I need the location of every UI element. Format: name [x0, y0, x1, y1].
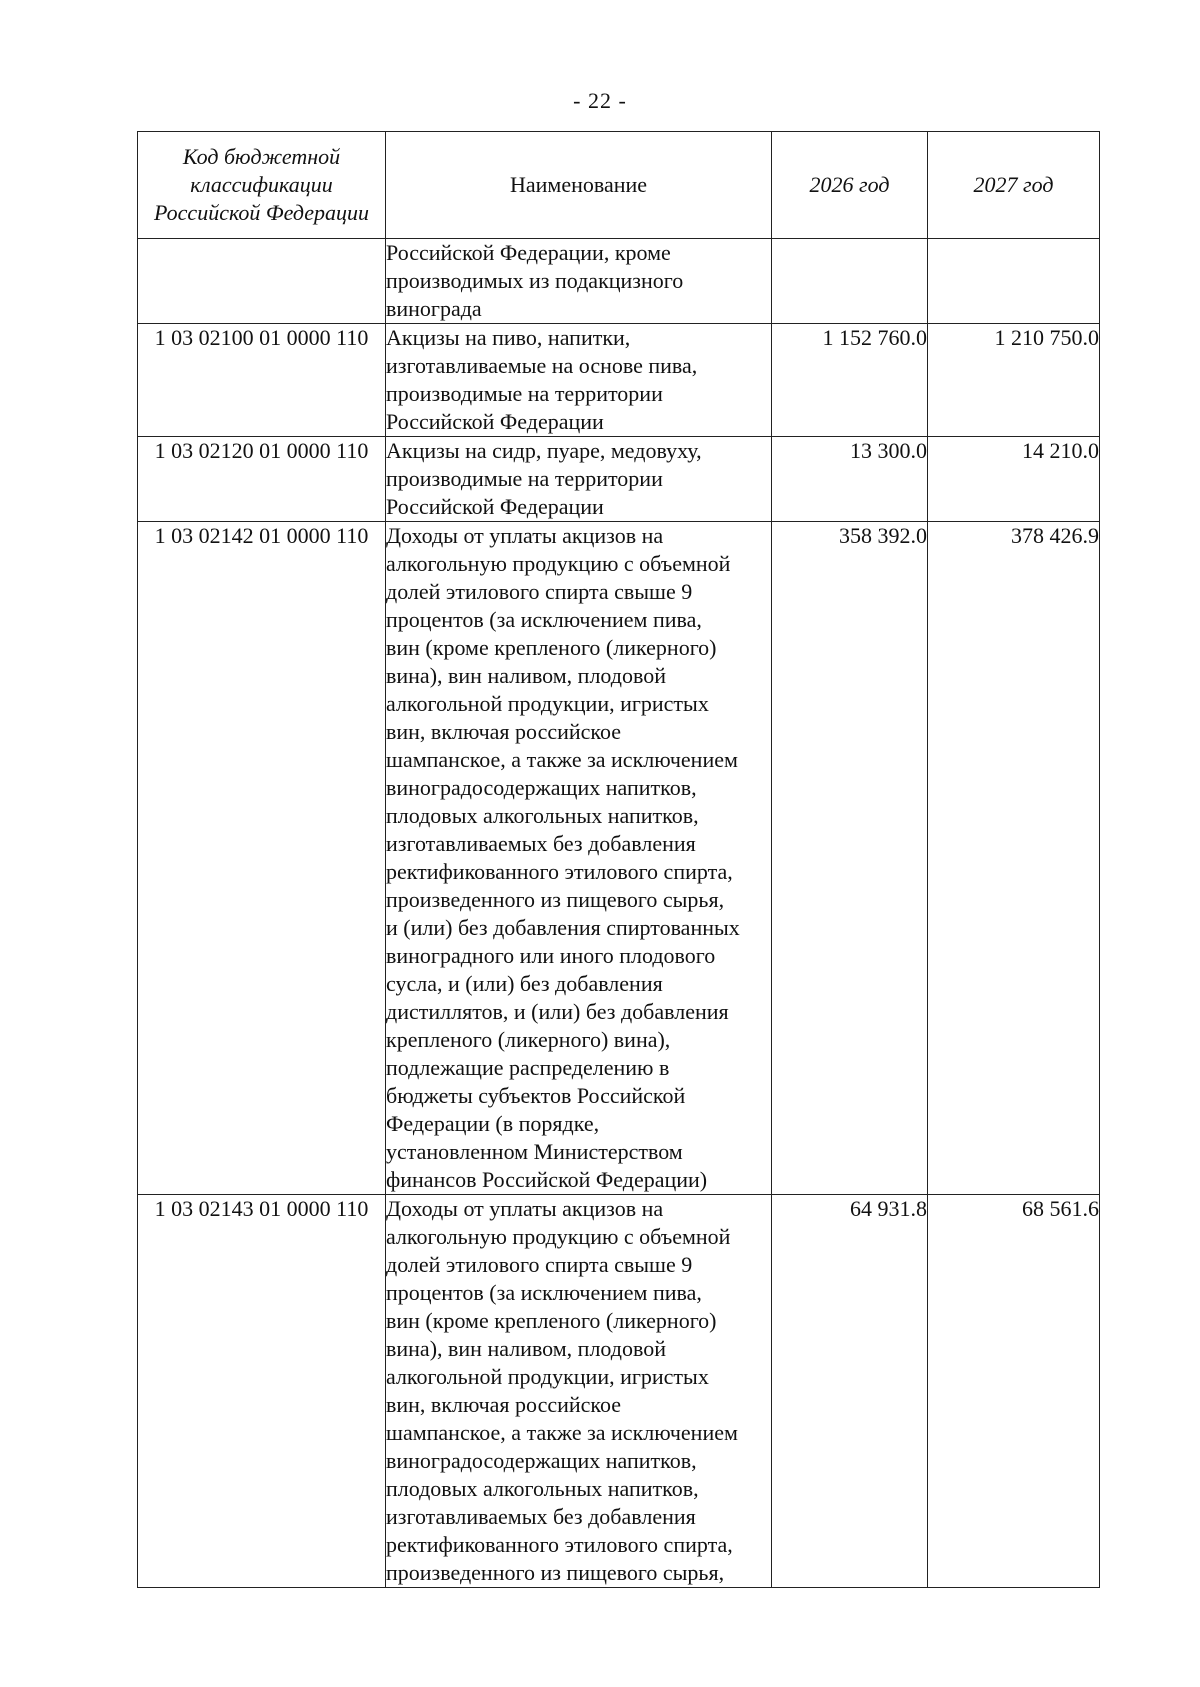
cell-name-line: процентов (за исключением пива,	[386, 607, 702, 632]
cell-name-line: плодовых алкогольных напитков,	[386, 1476, 699, 1501]
header-code-line: Российской Федерации	[154, 200, 369, 225]
cell-amount-2027: 14 210.0	[928, 437, 1100, 522]
cell-name-line: Акцизы на сидр, пуаре, медовуху,	[386, 438, 702, 463]
cell-name-line: виноградосодержащих напитков,	[386, 1448, 697, 1473]
cell-name-line: изготавливаемые на основе пива,	[386, 353, 698, 378]
cell-name-line: изготавливаемых без добавления	[386, 1504, 696, 1529]
table-row	[138, 1195, 1100, 1588]
cell-name-line: Доходы от уплаты акцизов на	[386, 523, 664, 548]
cell-name	[386, 1195, 772, 1588]
cell-name-line: процентов (за исключением пива,	[386, 1280, 702, 1305]
cell-name-line: подлежащие распределению в	[386, 1055, 670, 1080]
table-row	[138, 239, 1100, 324]
cell-name-line: производимые на территории	[386, 381, 663, 406]
cell-name-line: алкогольную продукцию с объемной	[386, 1224, 731, 1249]
cell-name-line: вина), вин наливом, плодовой	[386, 663, 667, 688]
cell-name-line: дистиллятов, и (или) без добавления	[386, 999, 729, 1024]
cell-name-line: произведенного из пищевого сырья,	[386, 1560, 725, 1585]
header-code	[138, 132, 386, 239]
cell-name-line: вин (кроме крепленого (ликерного)	[386, 635, 717, 660]
table-row	[138, 324, 1100, 437]
cell-name-line: Российской Федерации	[386, 494, 604, 519]
cell-name-line: установленном Министерством	[386, 1139, 683, 1164]
cell-budget-code: 1 03 02142 01 0000 110	[138, 522, 386, 1195]
cell-name-line: виноградного или иного плодового	[386, 943, 716, 968]
cell-name-line: вин (кроме крепленого (ликерного)	[386, 1308, 717, 1333]
cell-name-line: шампанское, а также за исключением	[386, 1420, 738, 1445]
cell-amount-2026: 1 152 760.0	[772, 324, 928, 437]
table-row	[138, 437, 1100, 522]
cell-name-line: винограда	[386, 296, 482, 321]
table-row	[138, 522, 1100, 1195]
header-year-2027: 2027 год	[928, 132, 1100, 239]
header-year-2026: 2026 год	[772, 132, 928, 239]
cell-amount-2027: 1 210 750.0	[928, 324, 1100, 437]
table-body	[138, 239, 1100, 1588]
cell-name-line: алкогольную продукцию с объемной	[386, 551, 731, 576]
cell-amount-2026: 13 300.0	[772, 437, 928, 522]
page-number: - 22 -	[573, 88, 627, 113]
cell-budget-code: 1 03 02100 01 0000 110	[138, 324, 386, 437]
cell-name-line: вина), вин наливом, плодовой	[386, 1336, 667, 1361]
cell-name-line: плодовых алкогольных напитков,	[386, 803, 699, 828]
header-code-line: классификации	[190, 172, 333, 197]
cell-name-line: вин, включая российское	[386, 1392, 622, 1417]
cell-name	[386, 437, 772, 522]
cell-budget-code: 1 03 02120 01 0000 110	[138, 437, 386, 522]
cell-name-line: ректификованного этилового спирта,	[386, 1532, 733, 1557]
cell-name-line: и (или) без добавления спиртованных	[386, 915, 740, 940]
cell-amount-2026	[772, 239, 928, 324]
cell-name-line: виноградосодержащих напитков,	[386, 775, 697, 800]
cell-amount-2026: 358 392.0	[772, 522, 928, 1195]
cell-name-line: Акцизы на пиво, напитки,	[386, 325, 631, 350]
cell-name-line: шампанское, а также за исключением	[386, 747, 738, 772]
cell-name-line: ректификованного этилового спирта,	[386, 859, 733, 884]
cell-name	[386, 324, 772, 437]
cell-name-line: финансов Российской Федерации)	[386, 1167, 708, 1192]
cell-name-line: Доходы от уплаты акцизов на	[386, 1196, 664, 1221]
cell-name-line: производимых из подакцизного	[386, 268, 684, 293]
header-code-line: Код бюджетной	[182, 144, 341, 169]
cell-name-line: производимые на территории	[386, 466, 663, 491]
cell-amount-2026: 64 931.8	[772, 1195, 928, 1588]
cell-amount-2027: 68 561.6	[928, 1195, 1100, 1588]
cell-name-line: вин, включая российское	[386, 719, 622, 744]
cell-name-line: произведенного из пищевого сырья,	[386, 887, 725, 912]
cell-name	[386, 239, 772, 324]
cell-name-line: долей этилового спирта свыше 9	[386, 1252, 693, 1277]
cell-name-line: долей этилового спирта свыше 9	[386, 579, 693, 604]
cell-name-line: изготавливаемых без добавления	[386, 831, 696, 856]
cell-name-line: Федерации (в порядке,	[386, 1111, 600, 1136]
cell-name-line: сусла, и (или) без добавления	[386, 971, 663, 996]
header-name: Наименование	[386, 132, 772, 239]
cell-budget-code: 1 03 02143 01 0000 110	[138, 1195, 386, 1588]
cell-name-line: Российской Федерации	[386, 409, 604, 434]
budget-classification-table	[137, 131, 1100, 1588]
cell-name	[386, 522, 772, 1195]
cell-name-line: Российской Федерации, кроме	[386, 240, 671, 265]
cell-name-line: алкогольной продукции, игристых	[386, 1364, 709, 1389]
cell-amount-2027: 378 426.9	[928, 522, 1100, 1195]
cell-name-line: крепленого (ликерного) вина),	[386, 1027, 671, 1052]
cell-name-line: бюджеты субъектов Российской	[386, 1083, 686, 1108]
cell-budget-code	[138, 239, 386, 324]
cell-amount-2027	[928, 239, 1100, 324]
table-header-row	[138, 132, 1100, 239]
cell-name-line: алкогольной продукции, игристых	[386, 691, 709, 716]
